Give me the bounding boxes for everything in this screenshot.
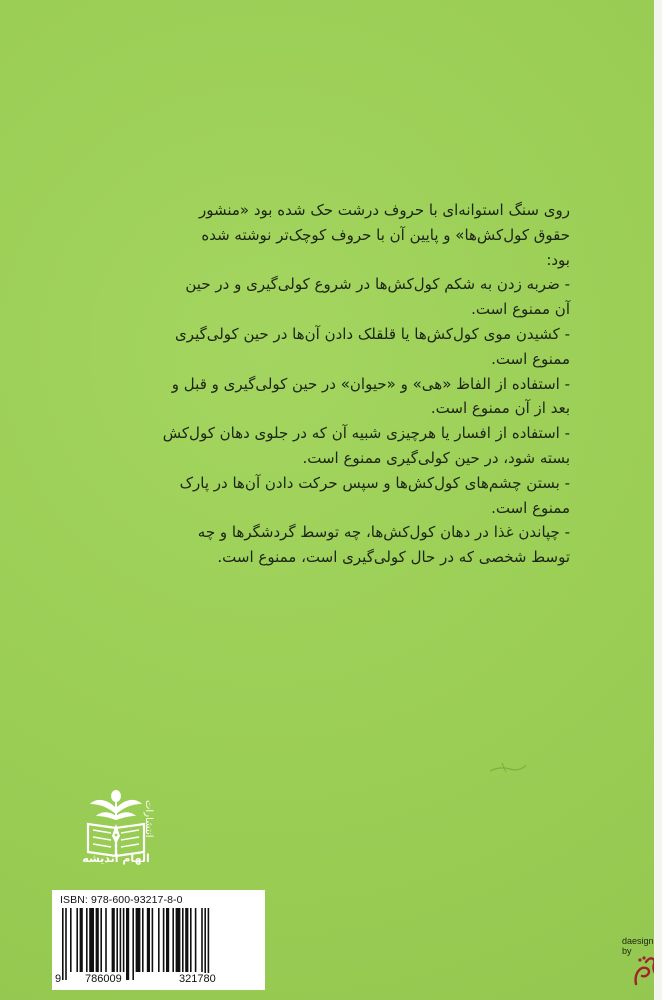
- page-edge: [654, 0, 662, 1000]
- blurb-line: حقوق کول‌کش‌ها» و پایین آن با حروف کوچک‌تر نوشته شده: [201, 225, 570, 244]
- barcode-bar: [132, 908, 134, 980]
- barcode-bar: [163, 908, 165, 972]
- barcode-bar: [100, 908, 102, 972]
- blurb-line: - کشیدن موی کول‌کش‌ها یا قلقلک دادن آن‌ها در حین کولی‌گیری: [175, 324, 570, 343]
- barcode-bars: [62, 908, 256, 980]
- barcode-bar: [136, 908, 141, 972]
- blurb-line: بعد از آن ممنوع است.: [430, 399, 570, 418]
- barcode-bar: [201, 908, 203, 972]
- barcode-bar: [86, 908, 88, 972]
- barcode-bar: [76, 908, 78, 972]
- barcode-bar: [182, 908, 184, 972]
- blurb-line: ممنوع است.: [491, 498, 570, 517]
- barcode-bar: [70, 908, 72, 972]
- pen-mark: [488, 760, 528, 776]
- barcode-first-digit: 9: [55, 973, 62, 985]
- barcode-bar: [176, 908, 181, 972]
- blurb-line: بسته شود، در حین کولی‌گیری ممنوع است.: [302, 448, 570, 467]
- barcode-right-digits: 321780: [179, 973, 216, 985]
- blurb-line: - چپاندن غذا در دهان کول‌کش‌ها، چه توسط گردشگرها و چه: [197, 523, 570, 542]
- barcode-bar: [208, 908, 210, 980]
- barcode-bar: [185, 908, 188, 972]
- barcode-bar: [166, 908, 169, 972]
- isbn-barcode: [52, 890, 265, 990]
- back-cover-blurb: [150, 198, 570, 570]
- barcode-left-digits: 786009: [85, 973, 122, 985]
- publisher-name: الهام اندیشه: [82, 852, 150, 865]
- barcode-bar: [89, 908, 94, 972]
- barcode-bar: [195, 908, 197, 972]
- barcode-bar: [204, 908, 206, 980]
- barcode-bar: [65, 908, 67, 980]
- blurb-line: بود:: [546, 250, 570, 269]
- blurb-line: - استفاده از الفاظ «هی» و «حیوان» در حین کولی‌گیری و قبل و: [171, 374, 570, 393]
- blurb-line: آن ممنوع است.: [471, 300, 570, 319]
- blurb-line: توسط شخصی که در حال کولی‌گیری است، ممنوع است.: [217, 548, 570, 567]
- barcode-bar: [80, 908, 83, 972]
- publisher-label: انتشارات: [143, 800, 154, 838]
- barcode-bar: [142, 908, 144, 972]
- barcode-bar: [190, 908, 192, 972]
- barcode-bar: [120, 908, 122, 972]
- barcode-bar: [126, 908, 129, 980]
- blurb-line: ممنوع است.: [491, 349, 570, 368]
- barcode-bar: [62, 908, 64, 980]
- blurb-line: - بستن چشم‌های کول‌کش‌ها و سپس حرکت دادن آن‌ها در پارک: [179, 473, 570, 492]
- barcode-bar: [112, 908, 115, 972]
- isbn-number: ISBN: 978-600-93217-8-0: [60, 894, 183, 906]
- barcode-bar: [152, 908, 154, 972]
- barcode-bar: [116, 908, 118, 972]
- design-credit-label: daesign by: [622, 936, 654, 956]
- blurb-line: روی سنگ استوانه‌ای با حروف درشت حک شده بود «منشور: [199, 201, 570, 219]
- barcode-bar: [123, 908, 125, 972]
- barcode-bar: [105, 908, 107, 972]
- barcode-bar: [147, 908, 150, 972]
- barcode-bar: [96, 908, 99, 972]
- blurb-line: - استفاده از افسار یا هرچیزی شبیه آن که در جلوی دهان کول‌کش: [162, 424, 570, 443]
- barcode-bar: [158, 908, 160, 972]
- blurb-line: - ضربه زدن به شکم کول‌کش‌ها در شروع کولی‌گیری و در حین: [185, 275, 570, 294]
- barcode-bar: [172, 908, 174, 972]
